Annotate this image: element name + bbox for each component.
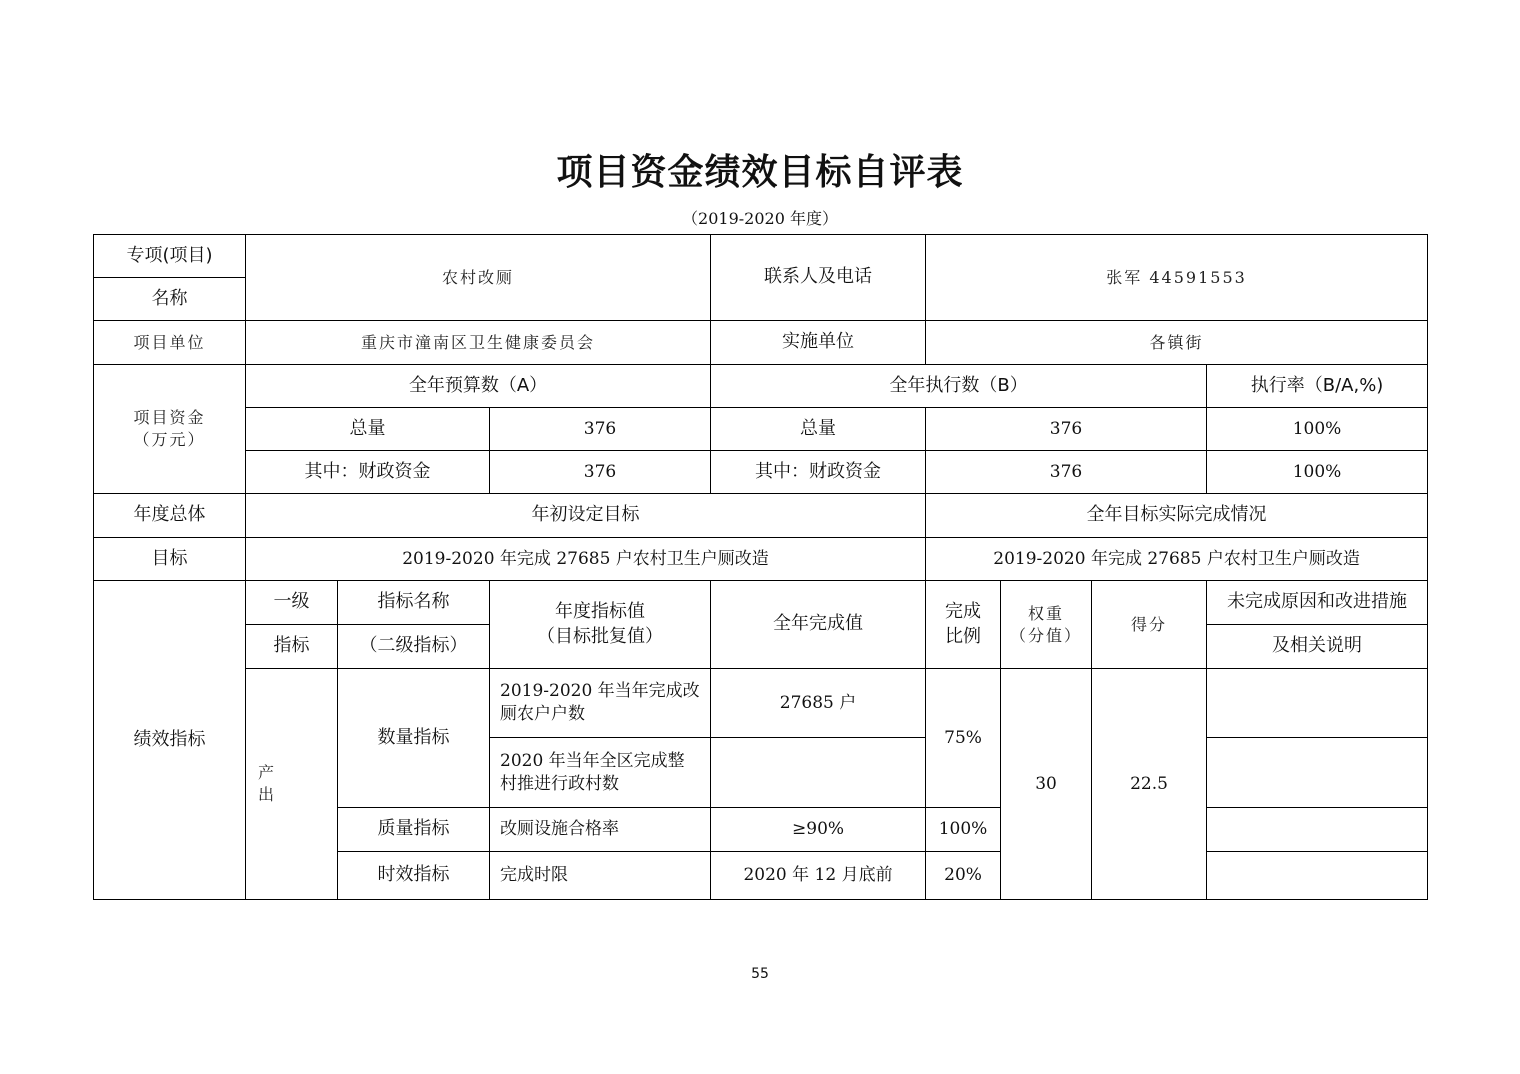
quality-actual: ≥90% (711, 808, 926, 852)
col-actual: 全年完成值 (711, 581, 926, 669)
indicators-label: 绩效指标 (94, 581, 246, 900)
funds-total-budget: 376 (490, 408, 711, 451)
indicator-row (94, 669, 1428, 738)
goal-actual-value: 2019-2020 年完成 27685 户农村卫生户厕改造 (926, 538, 1428, 581)
col-level1-b: 指标 (246, 625, 338, 669)
contact-label: 联系人及电话 (711, 235, 926, 321)
quantity-target-1: 2019-2020 年当年完成改 厕农户户数 (490, 669, 711, 738)
quality-ratio: 100% (926, 808, 1001, 852)
funds-row (94, 408, 1428, 451)
time-label: 时效指标 (338, 852, 490, 900)
funds-row (94, 451, 1428, 494)
time-ratio: 20% (926, 852, 1001, 900)
funds-total-rate: 100% (1207, 408, 1428, 451)
quality-label: 质量指标 (338, 808, 490, 852)
col-weight: 权重 （分值） (1001, 581, 1092, 669)
quantity-target-2: 2020 年当年全区完成整 村推进行政村数 (490, 738, 711, 808)
project-unit-value: 重庆市潼南区卫生健康委员会 (246, 321, 711, 365)
annual-goal-label-2: 目标 (94, 538, 246, 581)
funds-total-exec: 376 (926, 408, 1207, 451)
quantity-label: 数量指标 (338, 669, 490, 808)
annual-goal-label-1: 年度总体 (94, 494, 246, 538)
quantity-actual-1: 27685 户 (711, 669, 926, 738)
goal-set-header: 年初设定目标 (246, 494, 926, 538)
time-actual: 2020 年 12 月底前 (711, 852, 926, 900)
funds-fiscal-rate: 100% (1207, 451, 1428, 494)
funds-total-exec-label: 总量 (711, 408, 926, 451)
funds-fiscal-exec-label: 其中：财政资金 (711, 451, 926, 494)
col-target: 年度指标值 （目标批复值） (490, 581, 711, 669)
impl-unit-value: 各镇街 (926, 321, 1428, 365)
exec-header: 全年执行数（B） (711, 365, 1207, 408)
col-ratio: 完成 比例 (926, 581, 1001, 669)
col-score: 得分 (1092, 581, 1207, 669)
col-name-b: （二级指标） (338, 625, 490, 669)
reason-cell-1 (1207, 669, 1428, 738)
document-subtitle: （2019-2020 年度） (682, 209, 838, 228)
quality-target: 改厕设施合格率 (490, 808, 711, 852)
project-name-value: 农村改厕 (246, 235, 711, 321)
funds-fiscal-exec: 376 (926, 451, 1207, 494)
project-name-label-1: 专项(项目) (94, 235, 246, 278)
col-name-a: 指标名称 (338, 581, 490, 625)
time-target: 完成时限 (490, 852, 711, 900)
quantity-ratio: 75% (926, 669, 1001, 808)
quantity-actual-2 (711, 738, 926, 808)
rate-header: 执行率（B/A,%) (1207, 365, 1428, 408)
indicator-weight: 30 (1001, 669, 1092, 900)
funds-fiscal-label: 其中：财政资金 (246, 451, 490, 494)
funds-label: 项目资金 （万元） (94, 365, 246, 494)
contact-value: 张军 44591553 (926, 235, 1428, 321)
indicator-score: 22.5 (1092, 669, 1207, 900)
col-reason-a: 未完成原因和改进措施 (1207, 581, 1428, 625)
document-title: 项目资金绩效目标自评表 (556, 152, 964, 193)
self-evaluation-table (93, 234, 1428, 900)
impl-unit-label: 实施单位 (711, 321, 926, 365)
project-name-label-2: 名称 (94, 278, 246, 321)
reason-cell-2 (1207, 738, 1428, 808)
reason-cell-3 (1207, 808, 1428, 852)
level1-output: 产出 (246, 669, 338, 900)
col-level1-a: 一级 (246, 581, 338, 625)
budget-header: 全年预算数（A） (246, 365, 711, 408)
goal-actual-header: 全年目标实际完成情况 (926, 494, 1428, 538)
funds-total-label: 总量 (246, 408, 490, 451)
page-number: 55 (751, 966, 769, 982)
reason-cell-4 (1207, 852, 1428, 900)
project-unit-label: 项目单位 (94, 321, 246, 365)
col-reason-b: 及相关说明 (1207, 625, 1428, 669)
goal-set-value: 2019-2020 年完成 27685 户农村卫生户厕改造 (246, 538, 926, 581)
funds-fiscal-budget: 376 (490, 451, 711, 494)
